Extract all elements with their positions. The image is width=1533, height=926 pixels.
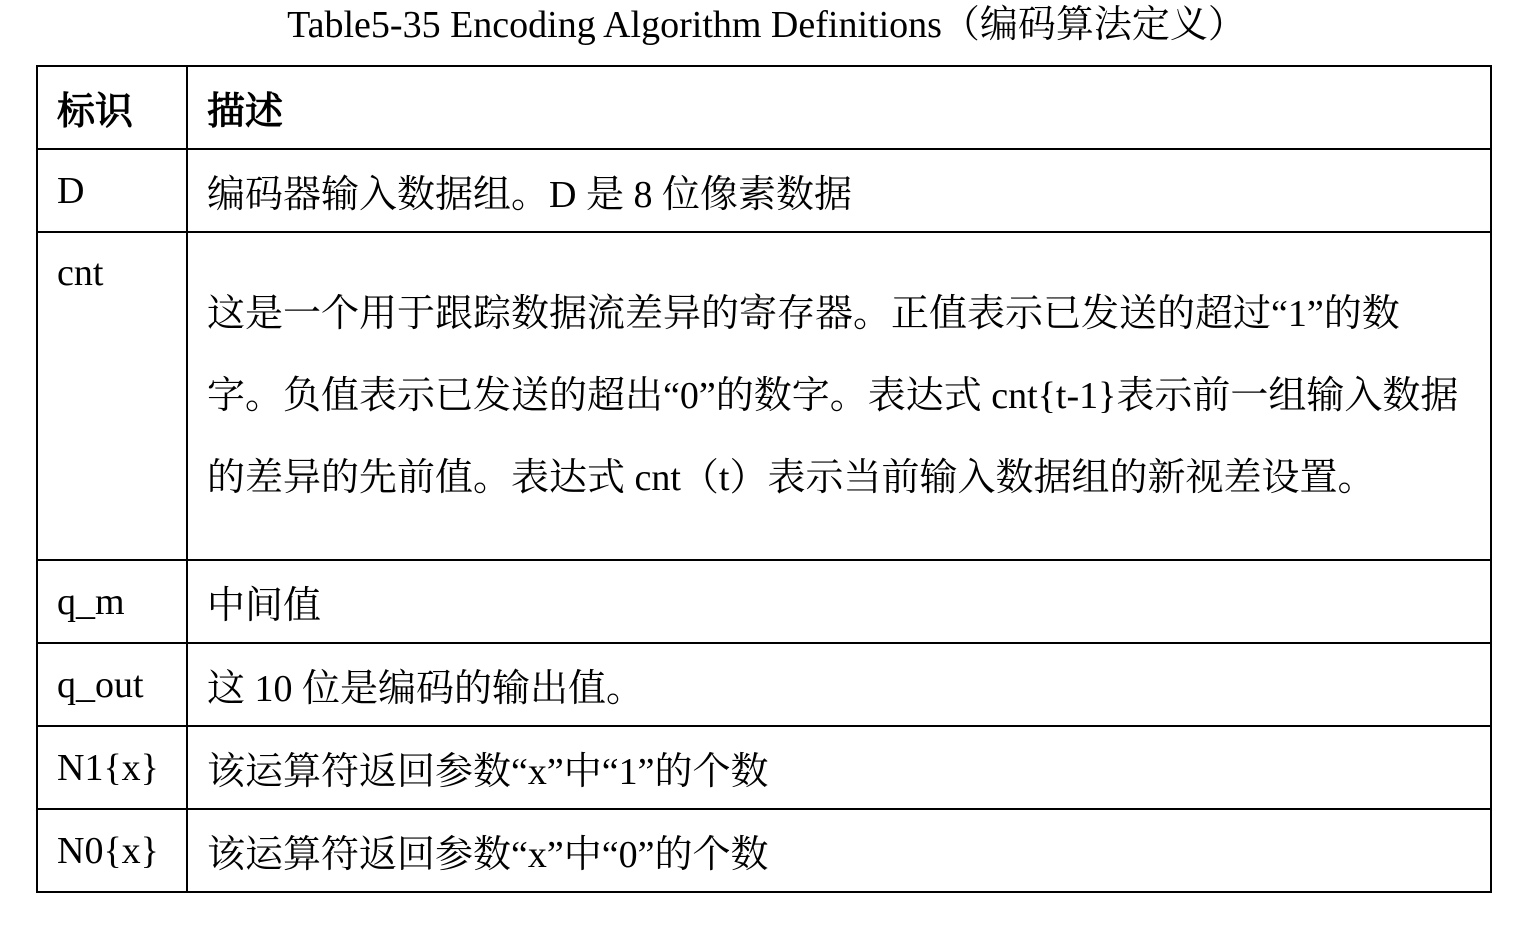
row-description: 这是一个用于跟踪数据流差异的寄存器。正值表示已发送的超过“1”的数字。负值表示已发送的超出“0”的数字。表达式 cnt{t-1}表示前一组输入数据的差异的先前值。表达式 cnt（t）表示当前输入数据组的新视差设置。 (187, 232, 1491, 560)
row-description: 这 10 位是编码的输出值。 (187, 643, 1491, 726)
table-row (37, 149, 1491, 232)
row-description: 该运算符返回参数“x”中“0”的个数 (187, 809, 1491, 892)
row-description: 该运算符返回参数“x”中“1”的个数 (187, 726, 1491, 809)
table-caption: Table5-35 Encoding Algorithm Definitions（编码算法定义） (287, 4, 1246, 46)
encoding-definitions-table (36, 65, 1492, 893)
table-row (37, 232, 1491, 560)
row-identifier: D (37, 149, 187, 232)
table-header-row (37, 66, 1491, 149)
column-header-identifier: 标识 (37, 66, 187, 149)
row-description: 编码器输入数据组。D 是 8 位像素数据 (187, 149, 1491, 232)
row-identifier: q_m (37, 560, 187, 643)
table-row (37, 726, 1491, 809)
table-row (37, 560, 1491, 643)
table-row (37, 809, 1491, 892)
column-header-description: 描述 (187, 66, 1491, 149)
row-identifier: N0{x} (37, 809, 187, 892)
row-identifier: q_out (37, 643, 187, 726)
row-identifier: cnt (37, 232, 187, 560)
row-description: 中间值 (187, 560, 1491, 643)
table-row (37, 643, 1491, 726)
row-identifier: N1{x} (37, 726, 187, 809)
